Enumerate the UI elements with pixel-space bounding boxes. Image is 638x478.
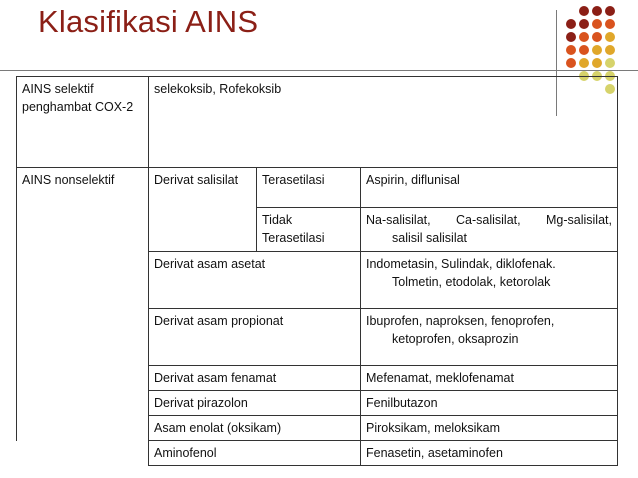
table-cell: Piroksikam, meloksikam	[361, 416, 618, 441]
slide-title: Klasifikasi AINS	[38, 4, 259, 39]
table-row	[17, 252, 618, 309]
table-cell	[17, 366, 149, 391]
decor-dot	[566, 58, 576, 68]
table-cell	[17, 309, 149, 366]
table-row	[17, 366, 618, 391]
table-cell: Derivat pirazolon	[149, 391, 361, 416]
table-cell: Tidak Terasetilasi	[257, 208, 361, 252]
table-cell: AINS selektif penghambat COX-2	[17, 77, 149, 168]
decor-dot	[592, 19, 602, 29]
decor-dot	[605, 32, 615, 42]
table-cell: selekoksib, Rofekoksib	[149, 77, 618, 168]
decor-dot	[605, 58, 615, 68]
table-cell: Fenilbutazon	[361, 391, 618, 416]
table-cell	[17, 391, 149, 416]
cell-text: Mg-salisilat,	[546, 213, 612, 227]
table-row	[17, 416, 618, 441]
table-row	[17, 208, 618, 252]
table-row	[17, 77, 618, 168]
decor-dot	[566, 32, 576, 42]
decor-dot	[579, 58, 589, 68]
table-row	[17, 441, 618, 466]
table-cell	[17, 416, 149, 441]
table-cell: Derivat salisilat	[149, 168, 257, 208]
cell-text: ketoprofen, oksaprozin	[392, 332, 519, 346]
table-cell: Aminofenol	[149, 441, 361, 466]
cell-text: Tolmetin, etodolak, ketorolak	[392, 275, 551, 289]
table-cell: Mefenamat, meklofenamat	[361, 366, 618, 391]
table-cell: Asam enolat (oksikam)	[149, 416, 361, 441]
decor-dot	[605, 6, 615, 16]
decor-dot	[579, 19, 589, 29]
cell-text: Ca-salisilat,	[456, 213, 521, 227]
cell-text: Ibuprofen, naproksen, fenoprofen,	[366, 314, 555, 328]
decor-dot	[605, 45, 615, 55]
table-cell	[17, 208, 149, 252]
decor-dot	[566, 19, 576, 29]
decor-dot	[579, 45, 589, 55]
decor-dot	[605, 19, 615, 29]
decor-dot	[592, 6, 602, 16]
table-row	[17, 168, 618, 208]
table-cell: Aspirin, diflunisal	[361, 168, 618, 208]
decor-dot	[592, 32, 602, 42]
decor-dot	[592, 45, 602, 55]
classification-table	[16, 76, 618, 466]
table-cell: Derivat asam propionat	[149, 309, 361, 366]
decor-dot	[579, 32, 589, 42]
table-cell	[149, 208, 257, 252]
cell-text: salisil salisilat	[392, 231, 468, 245]
table-cell: AINS nonselektif	[17, 168, 149, 208]
decor-dot	[566, 45, 576, 55]
table-cell	[17, 441, 149, 466]
cell-text: Indometasin, Sulindak, diklofenak.	[366, 257, 556, 271]
table-row	[17, 391, 618, 416]
table-cell: Derivat asam asetat	[149, 252, 361, 309]
table-cell	[361, 252, 618, 309]
table-cell: Terasetilasi	[257, 168, 361, 208]
decor-dot	[579, 6, 589, 16]
table-cell: Derivat asam fenamat	[149, 366, 361, 391]
table-row	[17, 309, 618, 366]
table-cell	[17, 252, 149, 309]
cell-text: Na-salisilat,	[366, 213, 431, 227]
decor-horizontal-line	[0, 70, 638, 71]
table-cell: Fenasetin, asetaminofen	[361, 441, 618, 466]
decor-dot	[592, 58, 602, 68]
table-cell	[361, 208, 618, 252]
table-cell	[361, 309, 618, 366]
